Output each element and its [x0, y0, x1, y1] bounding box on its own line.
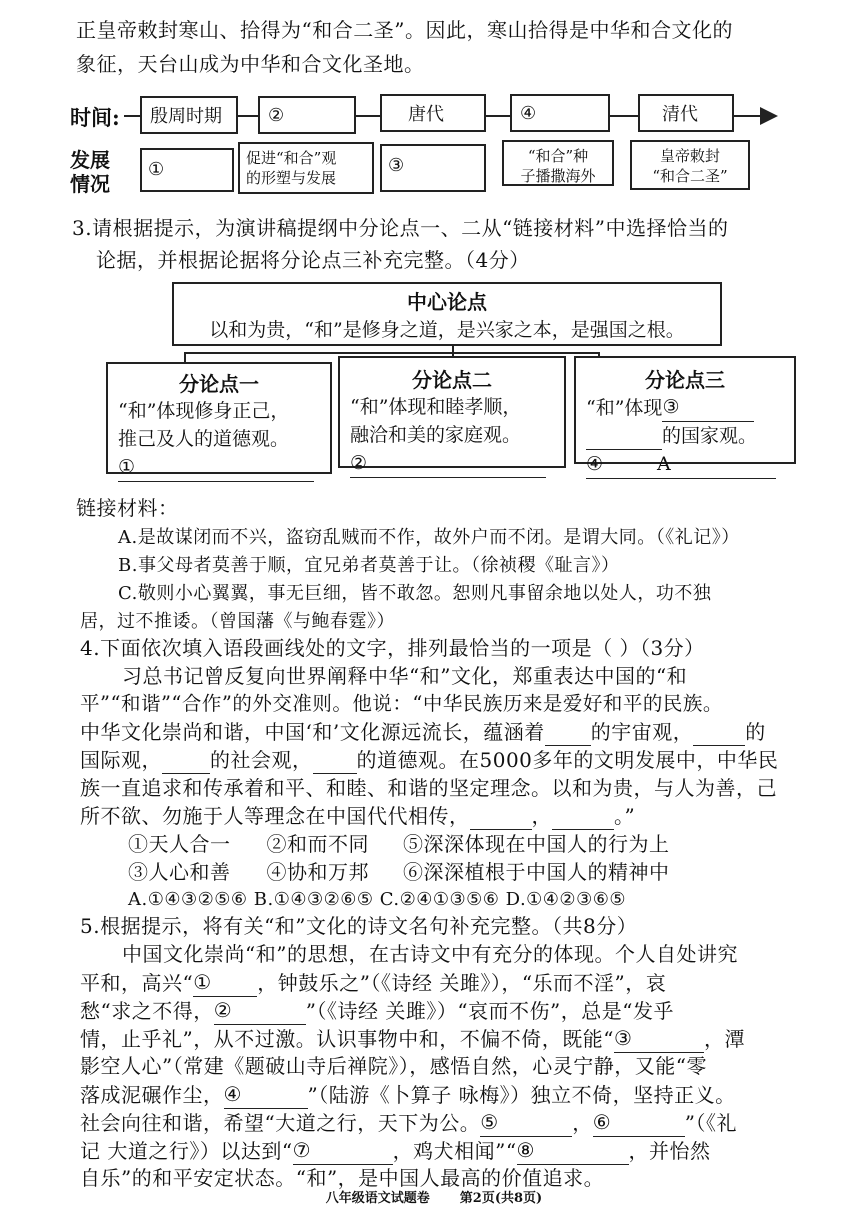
center-thesis-title: 中心论点: [407, 290, 487, 314]
answer-blank-4[interactable]: ④ A: [586, 450, 776, 479]
material-a: A.是故谋闭而不兴，盗窃乱贼而不作，故外户而不闭。是谓大同。（《礼记》）: [118, 527, 740, 548]
q4-para-6: 所不欲、勿施于人等理念在中国代代相传， ， 。”: [80, 804, 636, 828]
dev-box-2: 促进“和合”观 的形塑与发展: [238, 142, 374, 194]
q5-blank-6[interactable]: ⑥: [593, 1108, 685, 1137]
q4-para-4: 国际观， 的社会观， 的道德观。在5000多年的文明发展中，中华民: [80, 748, 779, 772]
q5-para-7: 社会向往和谐，希望“大道之行，天下为公。⑤ ，⑥ ”（《礼: [80, 1110, 737, 1135]
page-footer: 八年级语文试题卷 第2页(共8页): [325, 1191, 543, 1206]
q5-blank-8[interactable]: ⑧: [517, 1136, 629, 1165]
q4-para-2: 平”“和谐”“合作”的外交准则。他说：“中华民族历来是爱好和平的民族。: [80, 692, 723, 715]
intro-line-1: 正皇帝敕封寒山、拾得为“和合二圣”。因此，寒山拾得是中华和合文化的: [76, 18, 733, 42]
q5-para-2: 平和，高兴“① ，钟鼓乐之”（《诗经 关雎》），“乐而不淫”，哀: [80, 970, 667, 995]
q5-para-6: 落成泥碾作尘，④ ”（陆游《卜算子 咏梅》）独立不倚，坚持正义。: [80, 1082, 736, 1107]
time-label: 时间:: [70, 105, 120, 130]
q5-para-3: 愁“求之不得，② ”（《诗经 关雎》）“哀而不伤”，总是“发乎: [80, 998, 674, 1023]
dev-box-5: 皇帝敕封 “和合二圣”: [630, 140, 750, 190]
dev-box-3: ③: [380, 144, 486, 192]
q5-blank-1[interactable]: ①: [193, 968, 257, 997]
connector-drop-1: [184, 352, 186, 362]
sub-point-box-1: 分论点一 “和”体现修身正己， 推己及人的道德观。 ①: [106, 362, 332, 474]
period-box-4: ④: [510, 94, 610, 132]
q5-blank-5[interactable]: ⑤: [480, 1108, 572, 1137]
connector-line: [184, 352, 600, 354]
q5-para-9: 自乐”的和平安定状态。“和”，是中国人最高的价值追求。: [80, 1166, 605, 1190]
q4-question: 4.下面依次填入语段画线处的文字，排列最恰当的一项是（ ）（3分）: [80, 636, 705, 660]
q5-blank-3[interactable]: ③: [614, 1024, 704, 1053]
q4-para-5: 族一直追求和传承着和平、和睦、和谐的坚定理念。以和为贵，与人为善，己: [80, 776, 777, 800]
development-label: 发展 情况: [70, 148, 110, 196]
period-box-3: 唐代: [380, 94, 486, 132]
q5-blank-2[interactable]: ②: [214, 996, 306, 1025]
answer-blank-3[interactable]: ③: [662, 393, 754, 422]
q5-para-5: 影空人心”（常建《题破山寺后禅院》），感悟自然，心灵宁静，又能“零: [80, 1054, 707, 1078]
answer-blank-2[interactable]: ②: [350, 449, 546, 478]
intro-line-2: 象征，天台山成为中华和合文化圣地。: [76, 52, 425, 76]
q5-question: 5.根据提示，将有关“和”文化的诗文名句补充完整。（共8分）: [80, 914, 638, 938]
material-c-2: 居，过不推诿。（曾国藩《与鲍春霆》）: [80, 611, 395, 632]
period-box-1: 殷周时期: [140, 96, 238, 134]
dev-box-1: ①: [140, 148, 234, 192]
q3-line-2: 论据，并根据论据将分论点三补充完整。（4分）: [96, 248, 530, 272]
sub-point-box-2: 分论点二 “和”体现和睦孝顺， 融洽和美的家庭观。 ②: [338, 356, 566, 468]
handwritten-answer: A: [657, 453, 671, 475]
q4-para-1: 习总书记曾反复向世界阐释中华“和”文化，郑重表达中国的“和: [122, 664, 688, 688]
q4-para-3: 中华文化崇尚和谐，中国‘和’文化源远流长，蕴涵着 的宇宙观， 的: [80, 720, 766, 744]
period-box-5: 清代: [638, 94, 734, 132]
q5-blank-4[interactable]: ④: [224, 1080, 308, 1109]
materials-heading: 链接材料：: [76, 496, 179, 520]
answer-blank-1[interactable]: ①: [118, 453, 314, 482]
dev-box-4: “和合”种 子播撒海外: [502, 140, 614, 186]
q5-para-1: 中国文化崇尚“和”的思想，在古诗文中有充分的体现。个人自处讲究: [122, 942, 738, 966]
q5-blank-7[interactable]: ⑦: [293, 1136, 393, 1165]
period-box-2: ②: [258, 96, 356, 134]
q4-choices: A.①④③②⑤⑥ B.①④③②⑥⑤ C.②④①③⑤⑥ D.①④②③⑥⑤: [128, 889, 626, 910]
center-thesis-text: 以和为贵，“和”是修身之道，是兴家之本，是强国之根。: [209, 319, 685, 341]
material-c-1: C.敬则小心翼翼，事无巨细，皆不敢忽。恕则凡事留余地以处人，功不独: [118, 583, 712, 604]
q5-para-4: 情，止乎礼”，从不过激。认识事物中和，不偏不倚，既能“③ ，潭: [80, 1026, 745, 1051]
material-b: B.事父母者莫善于顺，宜兄弟者莫善于让。（徐祯稷《耻言》）: [118, 555, 620, 576]
center-thesis-box: [172, 282, 722, 346]
arrow-head-icon: [760, 107, 778, 125]
q3-line-1: 3.请根据提示，为演讲稿提纲中分论点一、二从“链接材料”中选择恰当的: [72, 216, 729, 240]
sub-point-box-3: 分论点三 “和”体现③ 的国家观。 ④ A: [574, 356, 796, 464]
q4-options-row-1: ①天人合一 ②和而不同 ⑤深深体现在中国人的行为上: [128, 832, 670, 856]
q5-para-8: 记 大道之行》）以达到“⑦ ，鸡犬相闻”“⑧ ，并怡然: [80, 1138, 711, 1163]
q4-options-row-2: ③人心和善 ④协和万邦 ⑥深深植根于中国人的精神中: [128, 860, 670, 884]
